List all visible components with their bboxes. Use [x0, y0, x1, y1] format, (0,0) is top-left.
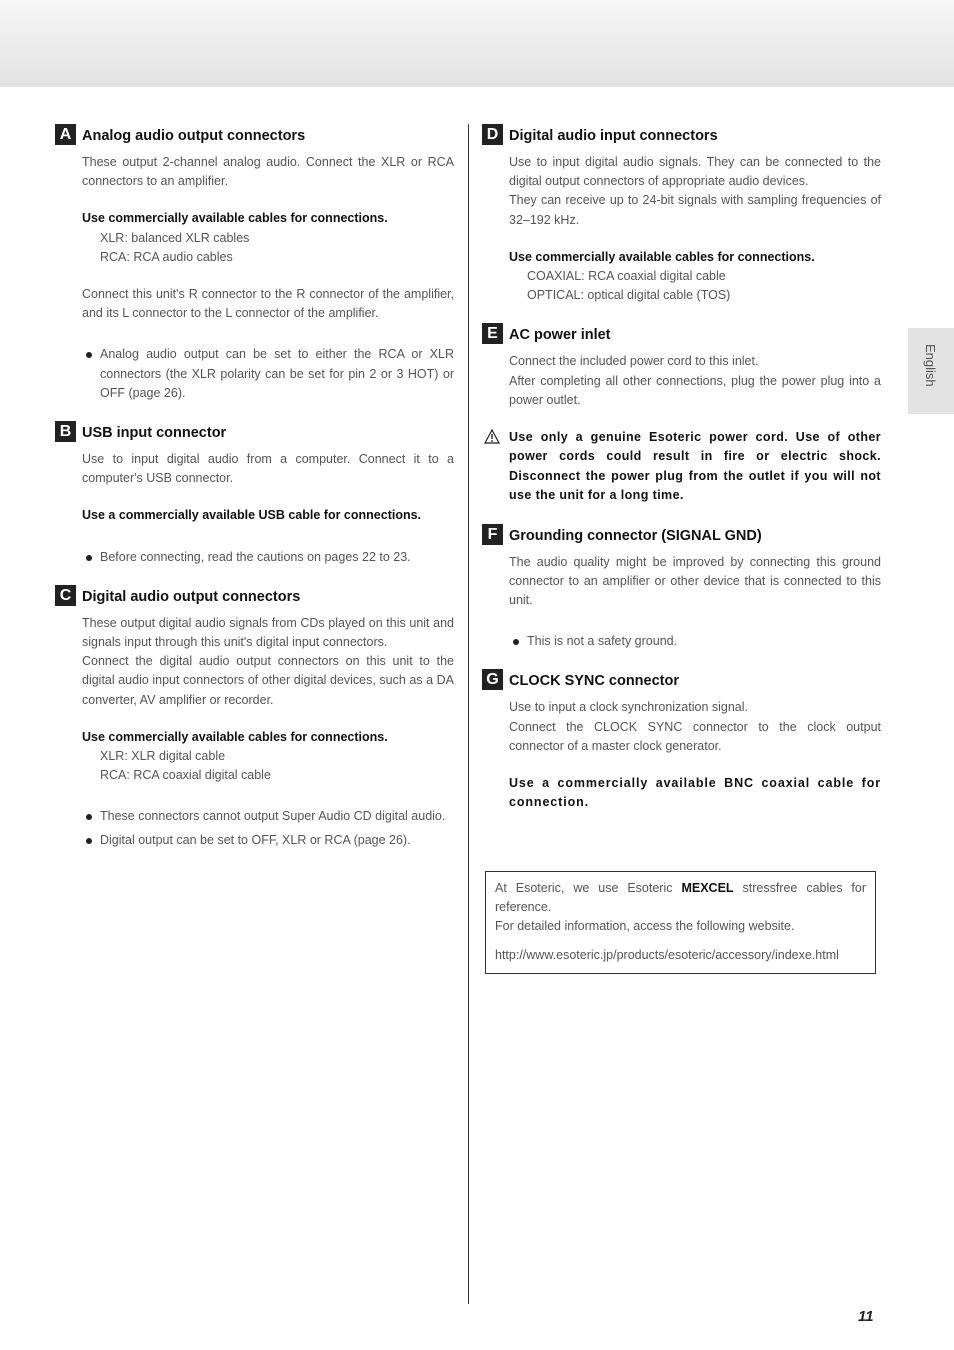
cable-item-d-2: OPTICAL: optical digital cable (TOS) [527, 288, 731, 303]
column-divider [468, 124, 469, 1304]
section-badge-e: E [482, 323, 503, 344]
cable-item-a-2: RCA: RCA audio cables [100, 249, 233, 264]
cable-item-d-1: COAXIAL: RCA coaxial digital cable [527, 269, 726, 284]
section-intro-g: Use to input a clock synchronization signal. [509, 700, 749, 715]
section-intro-d: Use to input digital audio signals. They can be connected to the digital output connectors of appropriate audio devices. [509, 155, 881, 189]
cables-heading-g: Use a commercially available BNC coaxial cable for connection. [509, 776, 881, 810]
cables-heading-d: Use commercially available cables for connections. [509, 249, 815, 264]
connection-note-a: Connect this unit's R connector to the R connector of the amplifier, and its L connector to the L connector of the amplifier. [82, 287, 454, 321]
section-badge-f: F [482, 524, 503, 545]
section-intro-g-2: Connect the CLOCK SYNC connector to the clock output connector of a master clock generator. [509, 719, 881, 753]
section-intro-e: Connect the included power cord to this inlet. [509, 354, 759, 369]
section-title-a: Analog audio output connectors [82, 128, 306, 144]
section-intro-c-2: Connect the digital audio output connectors on this unit to the digital audio input connectors of other digital devices, such as a DA converter, AV amplifier or recorder. [82, 654, 454, 707]
section-title-e: AC power inlet [509, 327, 611, 344]
header-band [0, 0, 954, 87]
bullet-f-1: This is not a safety ground. [509, 632, 881, 651]
bullet-c-1: These connectors cannot output Super Audio CD digital audio. [82, 807, 454, 826]
section-g [486, 669, 881, 812]
left-column [59, 124, 454, 850]
section-badge-g: G [482, 669, 503, 690]
section-intro-a: These output 2-channel analog audio. Connect the XLR or RCA connectors to an amplifier. [82, 155, 454, 189]
section-intro-d-2: They can receive up to 24-bit signals with sampling frequencies of 32–192 kHz. [509, 193, 881, 227]
info-line-1-suffix: stressfree cables for reference. [495, 881, 866, 915]
cable-item-c-2: RCA: RCA coaxial digital cable [100, 768, 271, 783]
section-intro-e-2: After completing all other connections, plug the power plug into a power outlet. [509, 373, 881, 407]
info-line-2: For detailed information, access the following website. [495, 919, 795, 934]
cables-heading-b: Use a commercially available USB cable for connections. [82, 508, 422, 523]
section-a [59, 124, 454, 403]
info-line-1-prefix: At Esoteric, we use Esoteric [495, 881, 673, 895]
page-number: 11 [858, 1308, 874, 1325]
cable-item-a-1: XLR: balanced XLR cables [100, 230, 250, 245]
section-title-g: CLOCK SYNC connector [509, 673, 679, 690]
section-title-f: Grounding connector (SIGNAL GND) [509, 527, 762, 544]
section-title-c: Digital audio output connectors [82, 588, 301, 605]
section-intro-f: The audio quality might be improved by connecting this ground connector to an amplifier or other device that is connected to this unit. [509, 554, 881, 608]
language-tab-label: English [923, 344, 938, 387]
section-badge-d: D [482, 124, 503, 145]
section-b [59, 421, 454, 567]
section-f [487, 524, 881, 652]
cables-heading-c: Use commercially available cables for connections. [82, 729, 388, 744]
section-c [59, 585, 454, 850]
cables-heading-a: Use commercially available cables for connections. [82, 211, 388, 226]
bullet-c-2: Digital output can be set to OFF, XLR or RCA (page 26). [82, 831, 454, 850]
section-title-d: Digital audio input connectors [509, 128, 718, 144]
section-d [486, 124, 881, 305]
bullet-a-1: Analog audio output can be set to either the RCA or XLR connectors (the XLR polarity can be set for pin 2 or 3 HOT) or OFF (page 26). [82, 345, 454, 403]
section-badge-a: A [55, 124, 76, 145]
section-badge-b: B [55, 421, 76, 442]
brand-name: MEXCEL [681, 881, 734, 895]
info-line-1 [495, 879, 866, 917]
warning-icon [484, 429, 500, 444]
section-badge-c: C [55, 585, 76, 606]
bullet-b-1: Before connecting, read the cautions on pages 22 to 23. [82, 548, 454, 567]
warning-text-e: Use only a genuine Esoteric power cord. Use of other power cords could result in fire or electric shock. Disconnect the power plug from the outlet if you will not use the unit for a long time. [509, 430, 881, 503]
section-intro-c: These output digital audio signals from CDs played on this unit and signals input through this unit's digital input connectors. [82, 615, 454, 650]
cable-item-c-1: XLR: XLR digital cable [100, 749, 226, 764]
reference-url-link[interactable]: http://www.esoteric.jp/products/esoteric/accessory/indexe.html [495, 947, 839, 962]
warning-e [509, 428, 881, 506]
right-column [486, 124, 881, 812]
section-intro-b: Use to input digital audio from a computer. Connect it to a computer's USB connector. [82, 452, 454, 486]
section-e [487, 323, 881, 505]
section-title-b: USB input connector [82, 425, 227, 442]
reference-info-box [485, 871, 876, 974]
language-tab [908, 328, 954, 414]
